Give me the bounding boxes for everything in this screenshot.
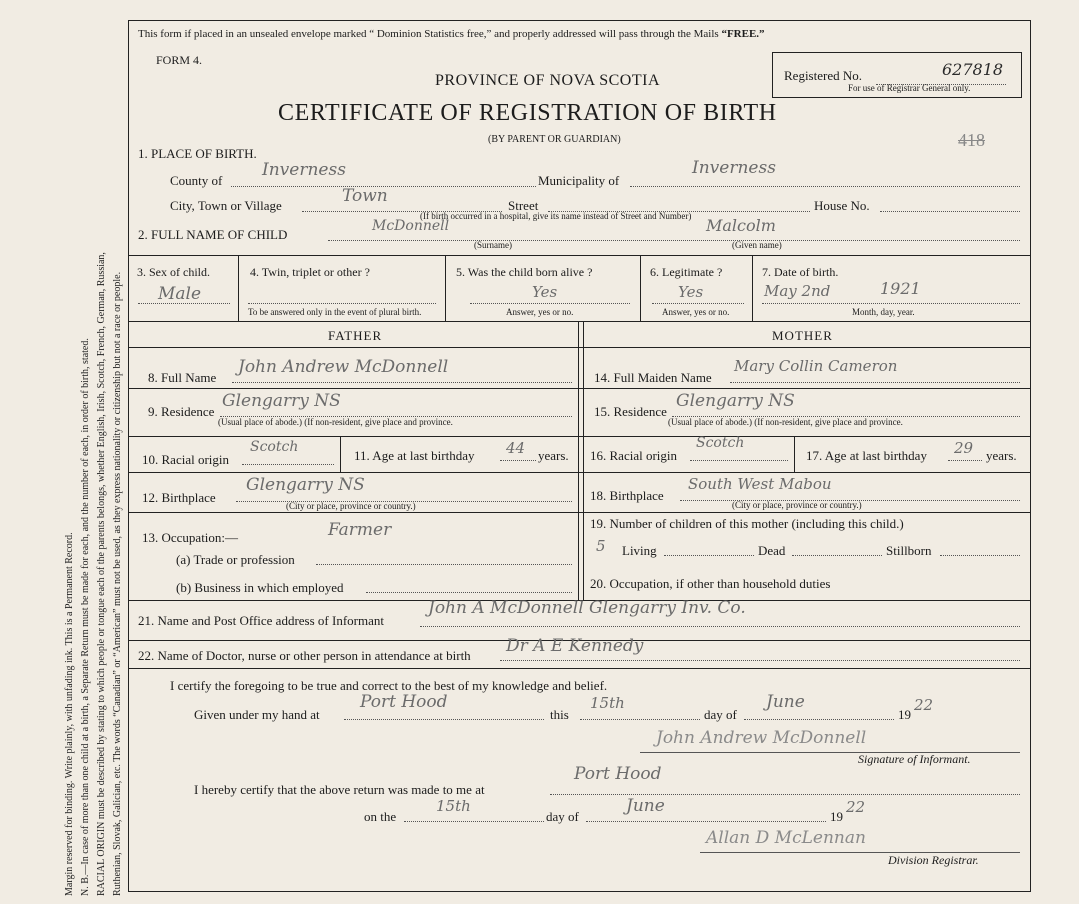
municipality-value: Inverness — [692, 158, 776, 178]
mother-birthplace-value: South West Mabou — [688, 475, 832, 493]
informant-line — [420, 626, 1020, 627]
child-given-value: Malcolm — [706, 216, 776, 235]
mother-age-unit: years. — [986, 448, 1017, 463]
father-age-value: 44 — [506, 439, 526, 457]
mother-racial-line — [690, 460, 788, 461]
street-label: Street — [508, 198, 539, 213]
birth-year-value: 1921 — [880, 279, 921, 298]
sex-line — [138, 303, 230, 304]
dead-label: Dead — [758, 543, 786, 558]
sex-value: Male — [158, 284, 202, 304]
row-12-bottom — [128, 512, 1031, 513]
given-caption: (Given name) — [732, 240, 782, 250]
father-heading: FATHER — [328, 328, 383, 343]
father-name-value: John Andrew McDonnell — [238, 357, 449, 377]
row3-divider-2 — [445, 255, 446, 321]
father-racial-label: 10. Racial origin — [142, 452, 230, 467]
registrar-signature: Allan D McLennan — [706, 828, 866, 848]
form-left-border — [128, 20, 129, 892]
father-birthplace-label: 12. Birthplace — [142, 490, 216, 505]
parents-header-line — [128, 347, 1031, 348]
racial-age-divider-father — [340, 436, 341, 472]
house-line — [880, 211, 1020, 212]
father-name-line — [232, 382, 572, 383]
business-label: (b) Business in which employed — [176, 580, 344, 595]
page-title: CERTIFICATE OF REGISTRATION OF BIRTH — [278, 100, 777, 126]
day-line — [580, 719, 700, 720]
legitimate-note: Answer, yes or no. — [662, 307, 730, 317]
mother-heading: MOTHER — [772, 328, 833, 343]
form-top-border — [128, 20, 1031, 21]
twin-line — [248, 303, 436, 304]
mother-birthplace-label: 18. Birthplace — [590, 488, 664, 503]
mother-residence-label: 15. Residence — [594, 404, 667, 419]
mother-name-label: 14. Full Maiden Name — [594, 370, 712, 385]
father-occupation-value: Farmer — [328, 520, 392, 540]
return-place-line — [550, 794, 1020, 795]
doctor-label: 22. Name of Doctor, nurse or other person in attendance at birth — [138, 648, 471, 663]
informant-value: John A McDonnell Glengarry Inv. Co. — [428, 598, 746, 618]
alive-line — [470, 303, 630, 304]
date-of-birth-value: May 2nd — [764, 282, 831, 300]
corner-mark: 418 — [958, 130, 985, 150]
date-of-birth-label: 7. Date of birth. — [762, 265, 839, 279]
alive-value: Yes — [532, 283, 558, 301]
father-birthplace-value: Glengarry NS — [246, 475, 365, 495]
day-value: 15th — [590, 694, 625, 712]
row-22-bottom — [128, 668, 1031, 669]
child-name-line — [328, 240, 1020, 241]
registered-note: For use of Registrar General only. — [848, 83, 971, 93]
hospital-note: (If birth occurred in a hospital, give its name instead of Street and Number) — [420, 211, 692, 221]
county-value: Inverness — [262, 160, 346, 180]
sex-label: 3. Sex of child. — [137, 265, 210, 279]
father-residence-value: Glengarry NS — [222, 391, 341, 411]
mother-racial-label: 16. Racial origin — [590, 448, 678, 463]
father-residence-label: 9. Residence — [148, 404, 215, 419]
given-label: Given under my hand at — [194, 707, 320, 722]
father-name-label: 8. Full Name — [148, 370, 217, 385]
margin-note-4: Ruthenian, Slovak, Galician, etc. The words “Canadian” or “American” must not be used, as they express nationality or citizenship but not a race or people. — [112, 271, 123, 896]
return-day-of-label: day of — [546, 809, 579, 824]
form-right-border — [1030, 20, 1031, 892]
certify-text: I certify the foregoing to be true and correct to the best of my knowledge and belief. — [170, 678, 608, 693]
trade-line — [316, 564, 572, 565]
province-heading: PROVINCE OF NOVA SCOTIA — [435, 72, 661, 89]
father-age-label: 11. Age at last birthday — [354, 448, 475, 463]
given-place-value: Port Hood — [360, 692, 448, 712]
alive-note: Answer, yes or no. — [506, 307, 574, 317]
row3-divider-3 — [640, 255, 641, 321]
month-line — [744, 719, 894, 720]
return-text: I hereby certify that the above return was made to me at — [194, 782, 485, 797]
year-prefix: 19 — [898, 707, 911, 722]
registered-label: Registered No. — [784, 68, 862, 83]
month-value: June — [766, 692, 805, 712]
living-line — [664, 555, 754, 556]
year-value: 22 — [914, 696, 934, 714]
father-age-unit: years. — [538, 448, 569, 463]
this-label: this — [550, 707, 569, 722]
given-place-line — [344, 719, 544, 720]
stillborn-label: Stillborn — [886, 543, 932, 558]
row3-bottom-line — [128, 321, 1031, 322]
city-value: Town — [342, 186, 388, 206]
stillborn-line — [940, 555, 1020, 556]
mother-children-label: 19. Number of children of this mother (including this child.) — [590, 516, 904, 531]
return-year-prefix: 19 — [830, 809, 843, 824]
legitimate-label: 6. Legitimate ? — [650, 265, 723, 279]
mother-age-label: 17. Age at last birthday — [806, 448, 927, 463]
municipality-label: Municipality of — [538, 173, 620, 188]
day-of-label: day of — [704, 707, 737, 722]
margin-note-2: N. B.—In case of more than one child at a birth, a Separate Return must be made for each, and the number of each, in order of birth, stated. — [80, 338, 91, 896]
business-line — [366, 592, 572, 593]
alive-label: 5. Was the child born alive ? — [456, 265, 593, 279]
row-9-bottom — [128, 436, 1031, 437]
mother-occupation-label: 20. Occupation, if other than household duties — [590, 576, 831, 591]
parents-divider-2 — [583, 321, 584, 600]
child-name-label: 2. FULL NAME OF CHILD — [138, 227, 288, 242]
page-subtitle: (BY PARENT OR GUARDIAN) — [488, 134, 621, 145]
child-surname-value: McDonnell — [372, 218, 450, 234]
row-8-bottom — [128, 388, 1031, 389]
surname-caption: (Surname) — [474, 240, 512, 250]
father-racial-line — [242, 464, 334, 465]
informant-label: 21. Name and Post Office address of Informant — [138, 613, 384, 628]
row3-divider-1 — [238, 255, 239, 321]
row-10-bottom — [128, 472, 1031, 473]
mother-age-value: 29 — [954, 439, 974, 457]
date-of-birth-note: Month, day, year. — [852, 307, 915, 317]
father-birthplace-note: (City or place, province or country.) — [286, 501, 416, 511]
return-day-line — [404, 821, 544, 822]
on-the-label: on the — [364, 809, 397, 824]
trade-label: (a) Trade or profession — [176, 552, 295, 567]
municipality-line — [630, 186, 1020, 187]
margin-note-3: RACIAL ORIGIN must be described by stating to which people or tongue each of the parents belongs, whether English, Irish, Scotch, French, German, Russian, — [96, 252, 107, 896]
return-place-value: Port Hood — [574, 764, 662, 784]
mother-racial-value: Scotch — [696, 435, 745, 451]
doctor-line — [500, 660, 1020, 661]
mother-residence-value: Glengarry NS — [676, 391, 795, 411]
return-month-value: June — [626, 796, 665, 816]
return-month-line — [586, 821, 826, 822]
legitimate-value: Yes — [678, 283, 704, 301]
doctor-value: Dr A E Kennedy — [506, 636, 644, 656]
informant-signature: John Andrew McDonnell — [656, 728, 867, 748]
signature-caption: Signature of Informant. — [858, 752, 971, 766]
city-label: City, Town or Village — [170, 198, 282, 213]
mother-name-value: Mary Collin Cameron — [734, 357, 898, 375]
father-racial-value: Scotch — [250, 439, 299, 455]
mother-residence-note: (Usual place of abode.) (If non-resident, give place and province. — [668, 417, 903, 427]
father-age-line — [500, 460, 536, 461]
form-number: FORM 4. — [156, 53, 203, 67]
father-occupation-label: 13. Occupation:— — [142, 530, 239, 545]
racial-age-divider-mother — [794, 436, 795, 472]
dead-line — [792, 555, 882, 556]
return-year-value: 22 — [846, 798, 866, 816]
legitimate-line — [652, 303, 744, 304]
mother-age-line — [948, 460, 982, 461]
mother-name-line — [730, 382, 1020, 383]
registered-number: 627818 — [942, 60, 1004, 79]
father-residence-note: (Usual place of abode.) (If non-resident, give place and province. — [218, 417, 453, 427]
mail-notice: This form if placed in an unsealed envelope marked “ Dominion Statistics free,” and properly addressed will pass through the Mails “FREE.” — [138, 28, 765, 40]
place-of-birth-label: 1. PLACE OF BIRTH. — [138, 146, 257, 161]
row3-divider-4 — [752, 255, 753, 321]
twin-note: To be answered only in the event of plural birth. — [248, 307, 422, 317]
parents-divider — [578, 321, 579, 600]
form-bottom-border — [128, 891, 1031, 892]
date-of-birth-line — [762, 303, 1020, 304]
margin-note-1: Margin reserved for binding. Write plainly, with unfading ink. This is a Permanent Record. — [64, 532, 75, 896]
county-label: County of — [170, 173, 223, 188]
living-label: Living — [622, 543, 657, 558]
mother-birthplace-note: (City or place, province or country.) — [732, 500, 862, 510]
house-label: House No. — [814, 198, 870, 213]
row3-top-line — [128, 255, 1031, 256]
registrar-caption: Division Registrar. — [888, 853, 979, 867]
twin-label: 4. Twin, triplet or other ? — [250, 265, 370, 279]
living-value: 5 — [596, 537, 606, 555]
return-day-value: 15th — [436, 797, 471, 815]
